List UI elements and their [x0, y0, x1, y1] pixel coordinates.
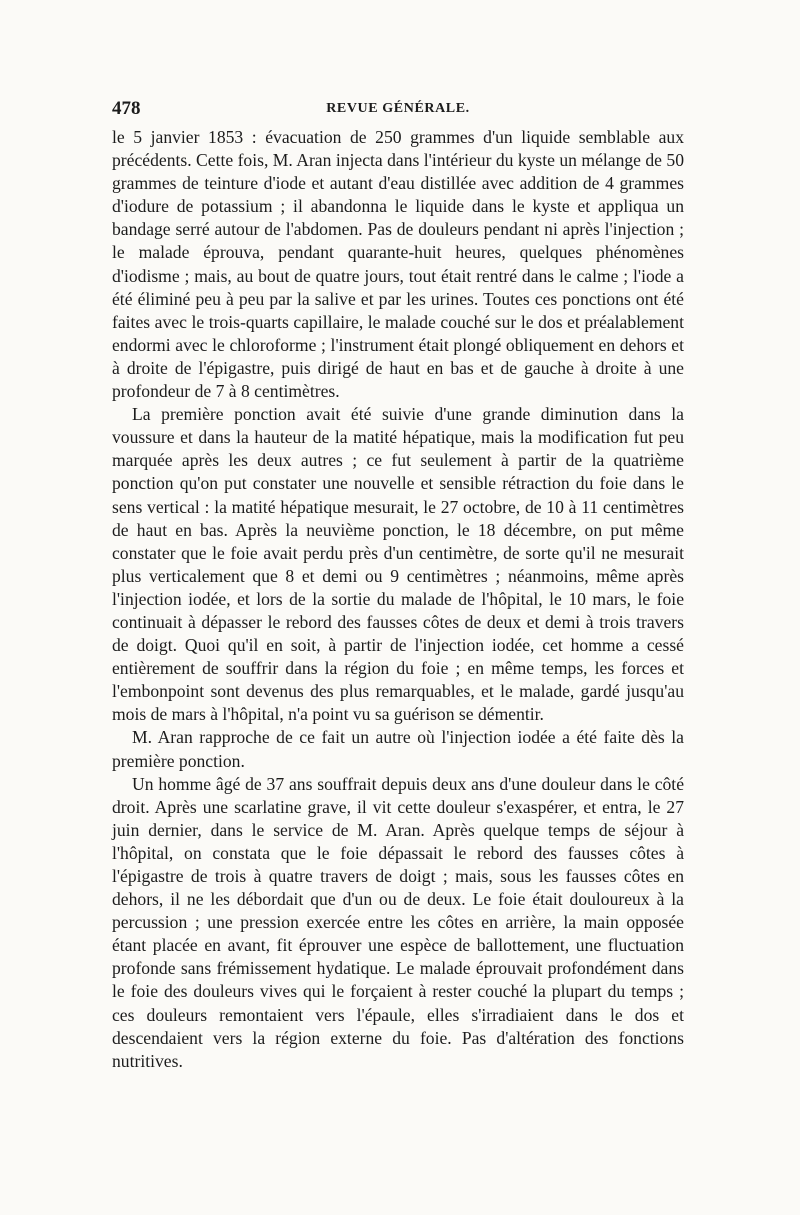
running-head: REVUE GÉNÉRALE. — [326, 101, 470, 116]
paragraph: le 5 janvier 1853 : évacuation de 250 grammes d'un liquide semblable aux précédents. Cette fois, M. Aran injecta dans l'intérieur du kyste un mélange de 50 grammes de teinture d'iode et autant d'eau distillée avec addition de 4 grammes d'iodure de potassium ; il abandonna le liquide dans le kyste et appliqua un bandage serré autour de l'abdomen. Pas de douleurs pendant ni après l'injection ; le malade éprouva, pendant quarante-huit heures, quelques phénomènes d'iodisme ; mais, au bout de quatre jours, tout était rentré dans le calme ; l'iode a été éliminé peu à peu par la salive et par les urines. Toutes ces ponctions ont été faites avec le trois-quarts capillaire, le malade couché sur le dos et préalablement endormi avec le chloroforme ; l'instrument était plongé obliquement en dehors et à droite de l'épigastre, puis dirigé de haut en bas et de gauche à droite à une profondeur de 7 à 8 centimètres. — [112, 127, 684, 402]
paragraph: La première ponction avait été suivie d'une grande diminution dans la voussure et dans la hauteur de la matité hépatique, mais la modification fut peu marquée après les deux autres ; ce fut seulement à partir de la quatrième ponction qu'on put constater une nouvelle et sensible rétraction du foie dans le sens vertical : la matité hépatique mesurait, le 27 octobre, de 10 à 11 centimètres de haut en bas. Après la neuvième ponction, le 18 décembre, on put même constater que le foie avait perdu près d'un centimètre, de sorte qu'il ne mesurait plus verticalement que 8 et demi ou 9 centimètres ; néanmoins, même après l'injection iodée, et lors de la sortie du malade de l'hôpital, le 10 mars, le foie continuait à dépasser le rebord des fausses côtes de deux et demi à trois travers de doigt. Quoi qu'il en soit, à partir de l'injection iodée, cet homme a cessé entièrement de souffrir dans la région du foie ; en même temps, les forces et l'embonpoint sont devenus des plus remarquables, et le malade, gardé jusqu'au mois de mars à l'hôpital, n'a point vu sa guérison se démentir. — [112, 404, 684, 725]
page-number: 478 — [112, 98, 141, 119]
body-text — [112, 126, 684, 1073]
paragraph: Un homme âgé de 37 ans souffrait depuis deux ans d'une douleur dans le côté droit. Après une scarlatine grave, il vit cette douleur s'exaspérer, et entra, le 27 juin dernier, dans le service de M. Aran. Après quelque temps de séjour à l'hôpital, on constata que le foie dépassait le rebord des fausses côtes à l'épigastre de trois à quatre travers de doigt ; mais, sous les fausses côtes en dehors, il ne les débordait que d'un ou de deux. Le foie était douloureux à la percussion ; une pression exercée entre les côtes en arrière, la main opposée étant placée en avant, fit éprouver une espèce de ballottement, une fluctuation profonde sans frémissement hydatique. Le malade éprouvait profondément dans le foie des douleurs vives qui le forçaient à rester couché la plupart du temps ; ces douleurs remontaient vers l'épaule, elles s'irradiaient dans le dos et descendaient vers la région externe du foie. Pas d'altération des fonctions nutritives. — [112, 773, 684, 1071]
paragraph: M. Aran rapproche de ce fait un autre où l'injection iodée a été faite dès la première ponction. — [112, 727, 684, 771]
page-header — [112, 98, 684, 124]
book-page — [112, 98, 684, 1073]
